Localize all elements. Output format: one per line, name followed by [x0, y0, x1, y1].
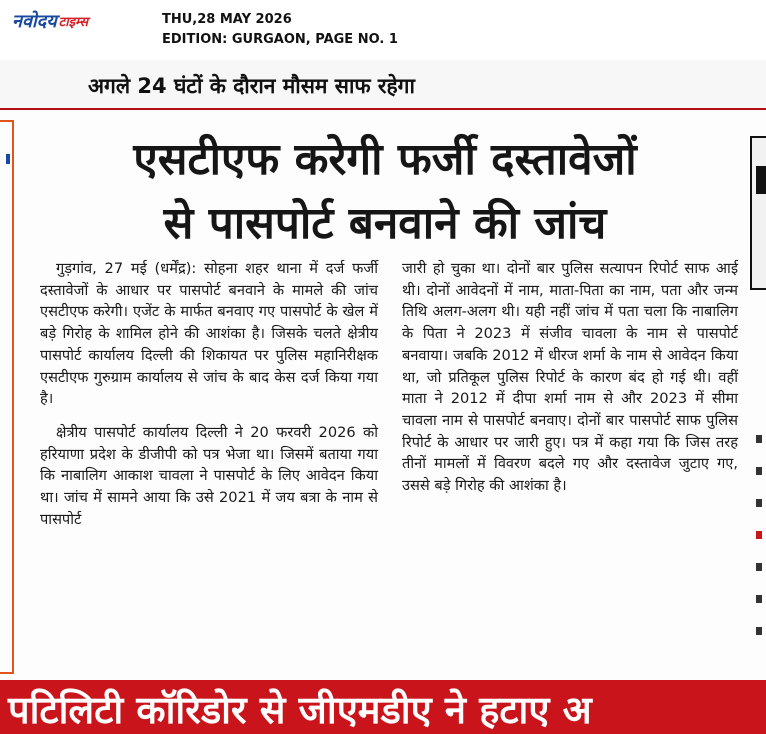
article-column-2 — [402, 258, 738, 497]
article-column-1 — [40, 258, 378, 530]
article-headline — [20, 128, 750, 256]
text-fragment — [756, 627, 762, 635]
newspaper-clipping — [0, 60, 766, 734]
text-fragment — [756, 435, 762, 443]
text-fragment — [756, 563, 762, 571]
paragraph-1: गुड़गांव, 27 मई (धर्मेंद्र): सोहना शहर थाना में दर्ज फर्जी दस्तावेजों के आधार पर पासपोर्ट बनवाने के मामले की जांच एसटीएफ करेगी। एजेंट के मार्फत बनवाए गए पासपोर्ट के खेल में बड़े गिरोह के शामिल होने की आशंका है। जिसके चलते क्षेत्रीय पासपोर्ट कार्यालय दिल्ली की शिकायत पर पुलिस महानिरीक्षक एसटीएफ गुरुग्राम कार्यालय से जांच के बाद केस दर्ज किया गया है। — [40, 260, 378, 408]
left-column-frame — [0, 120, 14, 674]
paragraph-2: क्षेत्रीय पासपोर्ट कार्यालय दिल्ली ने 20 फरवरी 2026 को हरियाणा प्रदेश के डीजीपी को पत्र भेजा था। जिसमें बताया गया कि नाबालिग आकाश चावला ने पासपोर्ट के लिए आवेदन किया था। जांच में सामने आया कि उसे 2021 में जय बत्रा के नाम से पासपोर्ट — [40, 423, 378, 528]
masthead — [0, 0, 766, 60]
headline-line-2: से पासपोर्ट बनवाने की जांच — [163, 198, 607, 249]
publication-date: THU,28 MAY 2026 — [162, 12, 292, 27]
next-headline: पटिलिटी कॉरिडोर से जीएमडीए ने हटाए अ — [8, 688, 592, 732]
headline-line-1: एसटीएफ करेगी फर्जी दस्तावेजों — [133, 134, 637, 185]
paragraph-3: जारी हो चुका था। दोनों बार पुलिस सत्यापन रिपोर्ट साफ आई थी। दोनों आवेदनों में नाम, माता-पिता का नाम, पता और जन्म तिथि अलग-अलग थी। यही नहीं जांच में पता चला कि नाबालिग के पिता ने 2023 में संजीव चावला के नाम से पासपोर्ट बनवाया। जबकि 2012 में धीरज शर्मा के नाम से आवेदन किया था, जो प्रतिकूल पुलिस रिपोर्ट के कारण बंद हो गई थी। वहीं माता ने 2012 में दीपा शर्मा नाम से और 2023 में सीमा चावला नाम से पासपोर्ट बनवाए। दोनों बार पासपोर्ट साफ पुलिस रिपोर्ट के आधार पर जारी हुए। पत्र में कहा गया कि जिस तरह तीनों मामलों में विवरण बदले गए और दस्तावेज जुटाए गए, उससे बड़े गिरोह की आशंका है। — [402, 260, 738, 495]
previous-headline: अगले 24 घंटों के दौरान मौसम साफ रहेगा — [88, 74, 415, 98]
adjacent-headline-fragment — [756, 166, 766, 194]
logo-sub-text: टाइम्स — [58, 15, 88, 30]
previous-article-strip — [0, 60, 766, 110]
edition-page: EDITION: GURGAON, PAGE NO. 1 — [162, 32, 398, 47]
text-fragment-red — [756, 531, 762, 539]
next-article-band — [0, 680, 766, 734]
left-frame-marker — [6, 154, 10, 164]
logo-main-text: नवोदय — [12, 11, 57, 32]
edition-meta — [162, 10, 398, 50]
text-fragment — [756, 499, 762, 507]
newspaper-logo — [12, 10, 140, 32]
text-fragment — [756, 595, 762, 603]
adjacent-column-fragment — [756, 435, 766, 685]
text-fragment — [756, 467, 762, 475]
adjacent-article-box — [750, 136, 766, 290]
